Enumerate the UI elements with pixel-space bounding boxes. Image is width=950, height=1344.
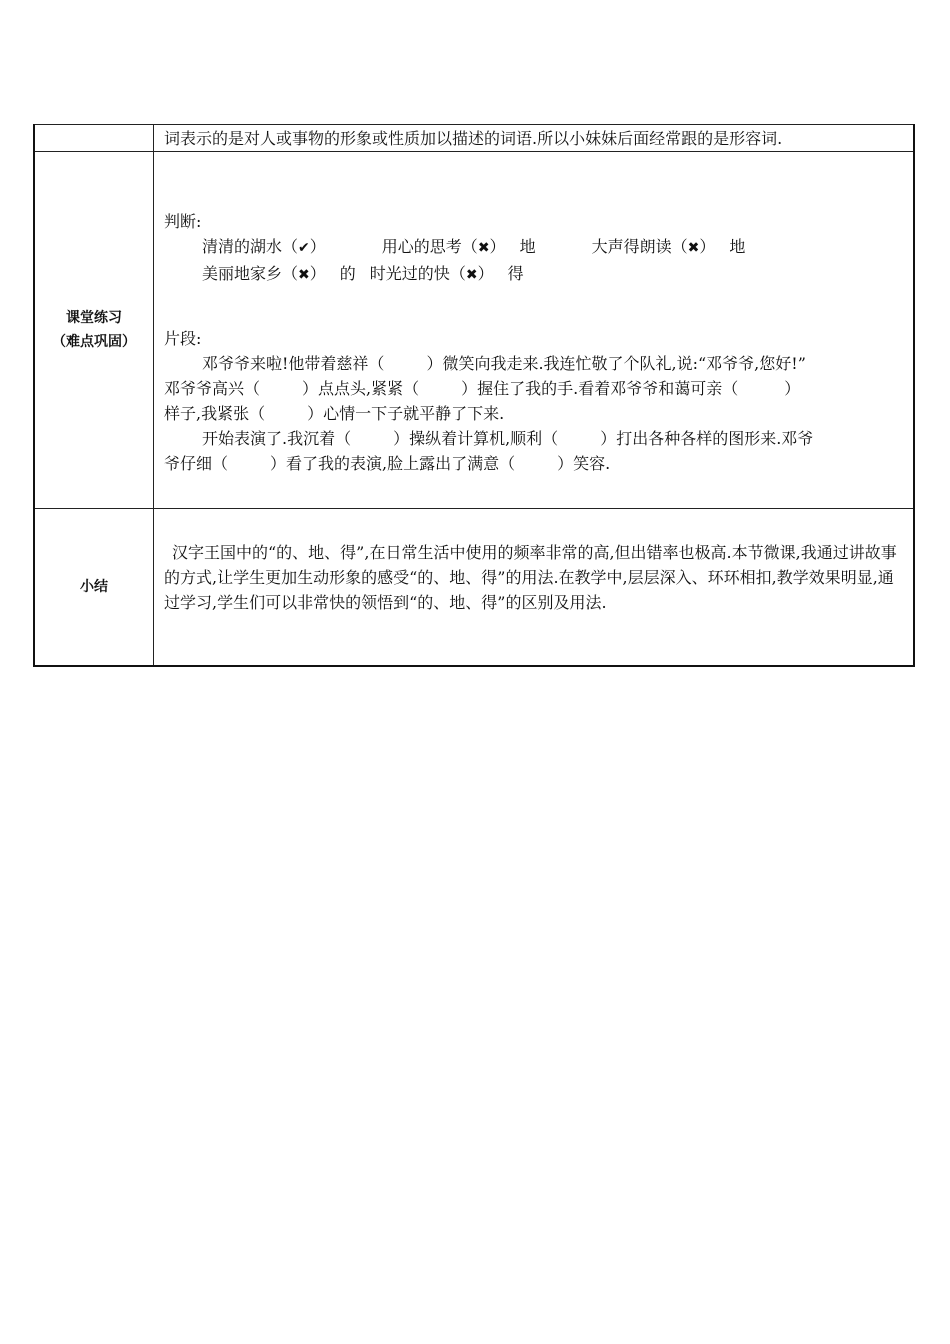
passage-line (164, 401, 903, 426)
passage-title: 片段: (164, 329, 202, 348)
passage-text: ）心情一下子就平静了下来. (307, 404, 505, 423)
passage-text: 开始表演了.我沉着（ (202, 429, 352, 448)
cross-icon: ✖ (298, 267, 310, 283)
lesson-table (33, 124, 915, 667)
judge-title: 判断: (164, 212, 202, 231)
passage-line (164, 351, 903, 376)
passage-line (164, 376, 903, 401)
passage-text: ）握住了我的手.看着邓爷爷和蔼可亲（ (461, 379, 739, 398)
passage-text: ）微笑向我走来.我连忙敬了个队礼,说:“邓爷爷,您好!” (426, 354, 806, 373)
passage-text: 邓爷爷来啦!他带着慈祥（ (202, 354, 385, 373)
summary-label-cell (34, 509, 154, 667)
passage-text: ）打出各种各样的图形来.邓爷 (600, 429, 814, 448)
practice-label-cell (34, 152, 154, 509)
judge-phrase: 时光过的快 (369, 264, 450, 283)
table-row (34, 152, 914, 509)
passage-text: ）点点头,紧紧（ (302, 379, 420, 398)
table-row (34, 509, 914, 667)
content-cell (154, 125, 915, 152)
judge-correction: 地 (729, 237, 746, 256)
practice-content-cell (154, 152, 915, 509)
judge-correction: 地 (519, 237, 536, 256)
judge-line-2: 美丽地家乡（✖） 的 时光过的快（✖） 得 (202, 264, 524, 283)
summary-text: 汉字王国中的“的、地、得”,在日常生活中使用的频率非常的高,但出错率也极高.本节微课,我通过讲故事的方式,让学生更加生动形象的感受“的、地、得”的用法.在教学中,层层深入、环环相扣,教学效果明显,通过学习,学生们可以非常快的领悟到“的、地、得”的区别及用法. (164, 543, 897, 612)
passage-text: ）笑容. (557, 454, 611, 473)
judge-phrase: 用心的思考 (381, 237, 462, 256)
judge-phrase: 美丽地家乡 (202, 264, 283, 283)
passage-text: 样子,我紧张（ (164, 404, 266, 423)
passage-text: ） (784, 379, 801, 398)
table-row (34, 125, 914, 152)
judge-correction: 的 (339, 264, 356, 283)
passage-line (164, 426, 903, 451)
cross-icon: ✖ (477, 240, 490, 256)
check-icon: ✔ (298, 240, 310, 256)
continued-text: 词表示的是对人或事物的形象或性质加以描述的词语.所以小妹妹后面经常跟的是形容词. (164, 129, 783, 148)
passage-line (164, 451, 903, 476)
summary-label: 小结 (80, 579, 108, 595)
cross-icon: ✖ (465, 267, 478, 283)
judge-phrase: 清清的湖水 (202, 237, 283, 256)
cross-icon: ✖ (687, 240, 700, 256)
passage-text: 爷仔细（ (164, 454, 229, 473)
practice-label: 课堂练习 (66, 310, 122, 326)
summary-content-cell (154, 509, 915, 667)
passage-text: 邓爷爷高兴（ (164, 379, 261, 398)
judge-line-1: 清清的湖水（✔） 用心的思考（✖） 地 大声得朗读（✖） 地 (202, 237, 746, 256)
passage-text: ）看了我的表演,脸上露出了满意（ (270, 454, 516, 473)
judge-phrase: 大声得朗读 (591, 237, 672, 256)
practice-sublabel: （难点巩固） (52, 334, 136, 350)
empty-label-cell (34, 125, 154, 152)
judge-correction: 得 (507, 264, 524, 283)
passage-text: ）操纵着计算机,顺利（ (393, 429, 559, 448)
